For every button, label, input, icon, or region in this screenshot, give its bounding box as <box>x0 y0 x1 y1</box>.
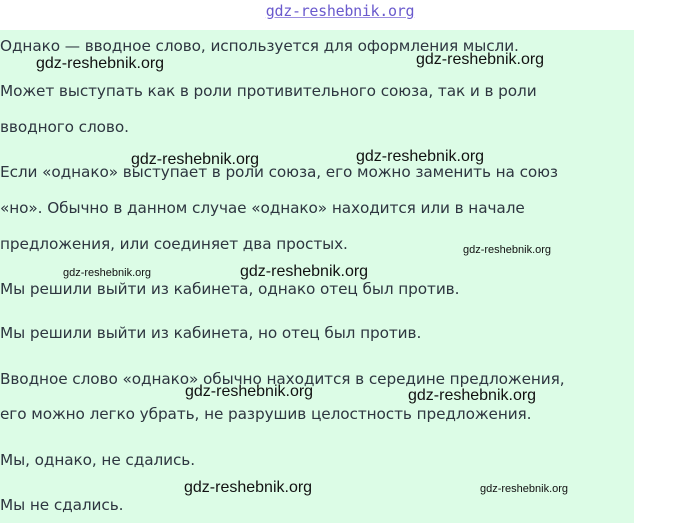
watermark: gdz-reshebnik.org <box>416 51 545 68</box>
watermark: gdz-reshebnik.org <box>184 479 313 496</box>
watermark: gdz-reshebnik.org <box>356 148 485 165</box>
text-line-3: вводного слово. <box>0 118 129 136</box>
text-line-5: «но». Обычно в данном случае «однако» находится или в начале <box>0 199 525 217</box>
text-line-9: Вводное слово «однако» обычно находится в середине предложения, <box>0 370 565 388</box>
header-watermark-link[interactable]: gdz-reshebnik.org <box>265 2 415 20</box>
text-line-12: Мы не сдались. <box>0 496 124 514</box>
text-line-7: Мы решили выйти из кабинета, однако отец был против. <box>0 280 460 298</box>
watermark: gdz-reshebnik.org <box>463 244 552 256</box>
text-line-11: Мы, однако, не сдались. <box>0 451 195 469</box>
watermark: gdz-reshebnik.org <box>36 55 165 72</box>
watermark: gdz-reshebnik.org <box>240 263 369 280</box>
watermark: gdz-reshebnik.org <box>185 383 314 400</box>
text-line-6: предложения, или соединяет два простых. <box>0 235 348 253</box>
text-line-1: Однако — вводное слово, используется для оформления мысли. <box>0 37 519 55</box>
text-line-4: Если «однако» выступает в роли союза, его можно заменить на союз <box>0 163 558 181</box>
text-line-2: Может выступать как в роли противительного союза, так и в роли <box>0 82 537 100</box>
watermark: gdz-reshebnik.org <box>480 483 569 495</box>
watermark: gdz-reshebnik.org <box>131 151 260 168</box>
watermark: gdz-reshebnik.org <box>408 387 537 404</box>
text-line-10: его можно легко убрать, не разрушив целостность предложения. <box>0 405 532 423</box>
text-line-8: Мы решили выйти из кабинета, но отец был против. <box>0 324 422 342</box>
watermark: gdz-reshebnik.org <box>63 267 152 279</box>
